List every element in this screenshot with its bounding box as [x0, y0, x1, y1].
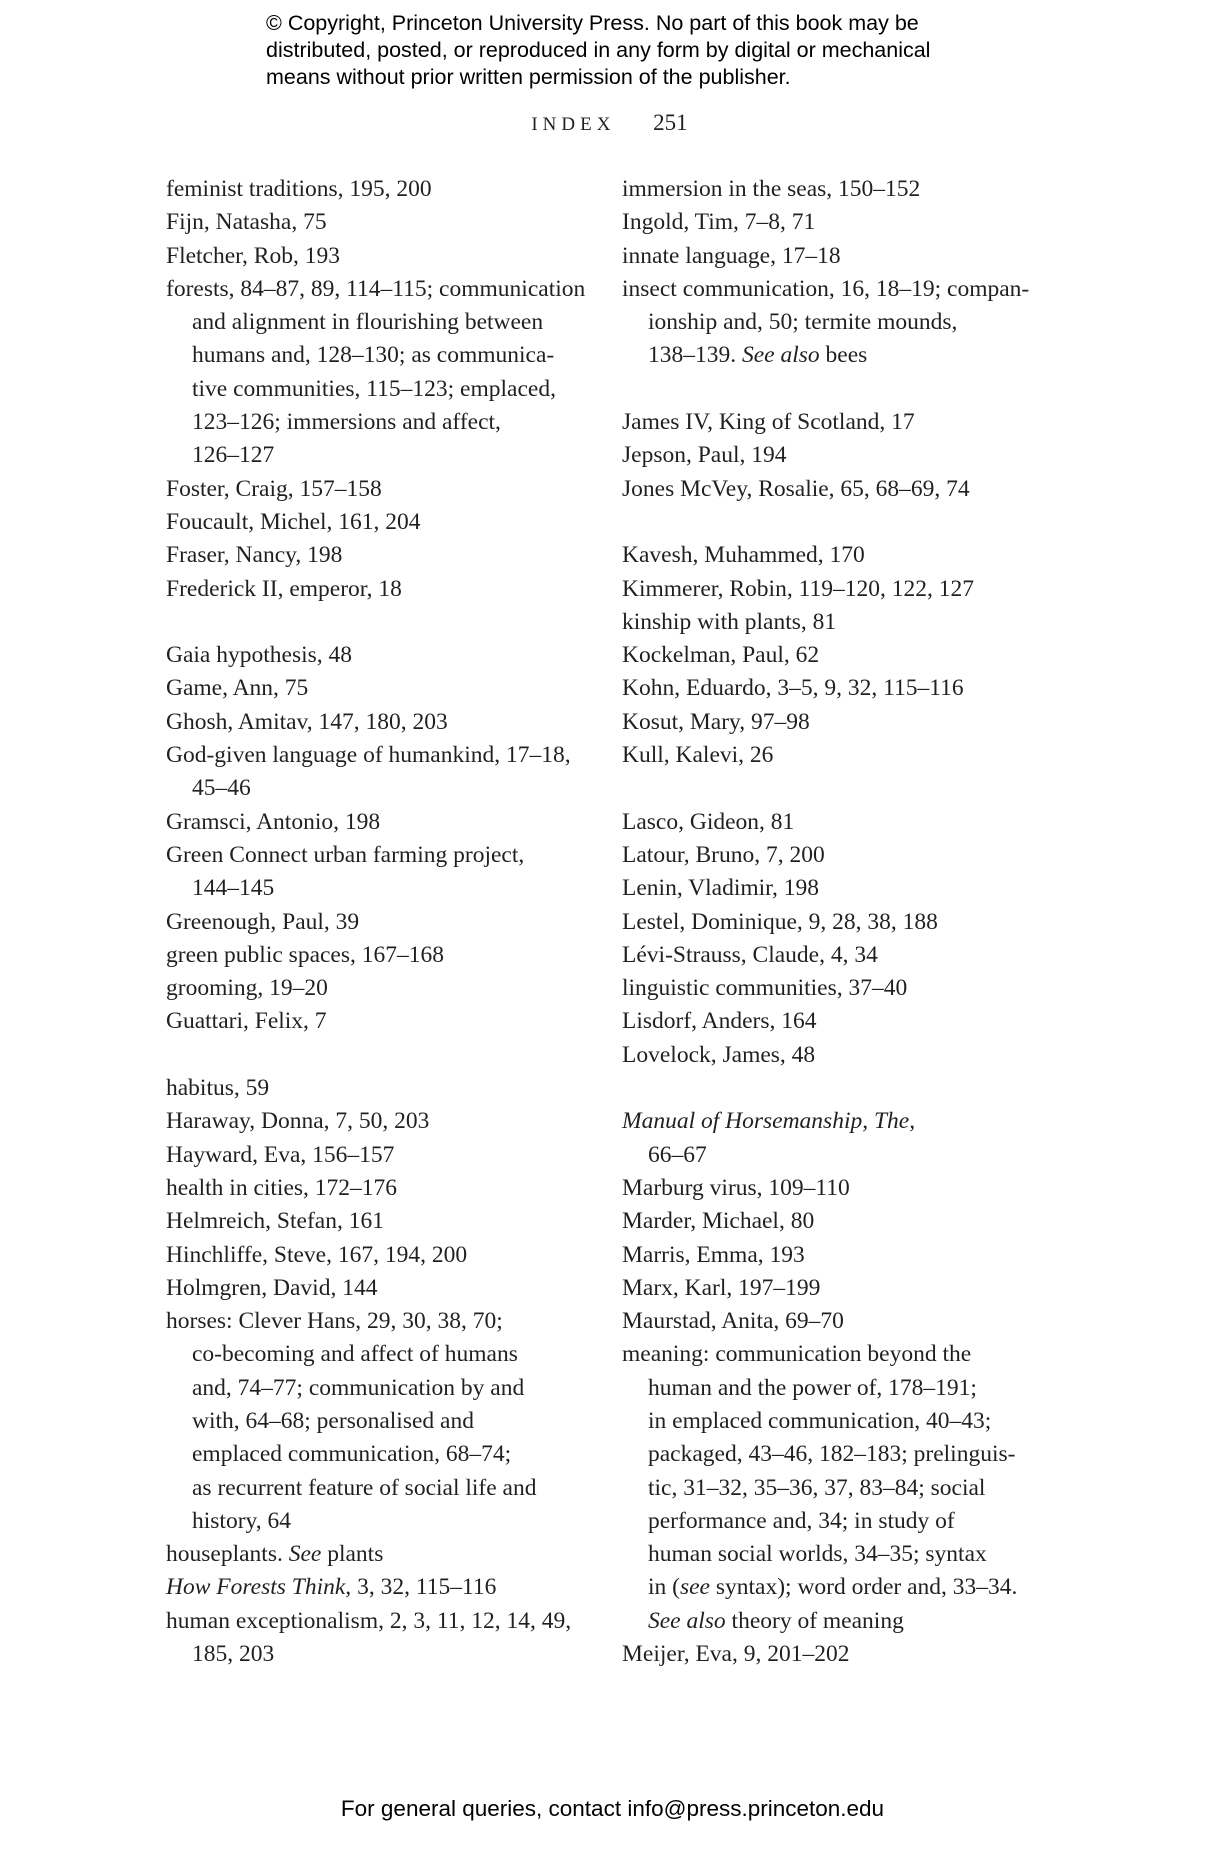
index-entry	[622, 273, 1042, 373]
index-entry	[166, 1205, 586, 1238]
index-entry	[622, 1205, 1042, 1238]
index-entry	[622, 406, 1042, 439]
index-entry	[622, 839, 1042, 872]
index-entry-line: Lévi-Strauss, Claude, 4, 34	[622, 941, 878, 968]
index-entry-line: ionship and, 50; termite mounds,	[648, 309, 958, 336]
index-column-right	[622, 173, 1042, 1671]
index-entry	[166, 1571, 586, 1604]
index-entry-line: Hayward, Eva, 156–157	[166, 1141, 395, 1168]
index-entry-line: Kull, Kalevi, 26	[622, 742, 774, 769]
index-entry-line: Haraway, Donna, 7, 50, 203	[166, 1108, 430, 1135]
index-entry-line: Marx, Karl, 197–199	[622, 1274, 821, 1301]
index-entry	[622, 706, 1042, 739]
index-entry	[166, 806, 586, 839]
index-entry-line: Lestel, Dominique, 9, 28, 38, 188	[622, 908, 938, 935]
index-entry	[166, 1005, 586, 1038]
footer-contact: For general queries, contact info@press.princeton.edu	[340, 1796, 885, 1821]
page-number: 251	[653, 110, 688, 135]
index-entry-line: Marburg virus, 109–110	[622, 1174, 850, 1201]
index-entry-line: Kavesh, Muhammed, 170	[622, 542, 865, 569]
index-entry-line: history, 64	[192, 1507, 292, 1534]
index-entry-line: Jones McVey, Rosalie, 65, 68–69, 74	[622, 475, 970, 502]
index-entry-line: Kimmerer, Robin, 119–120, 122, 127	[622, 575, 974, 602]
index-entry-line: Meijer, Eva, 9, 201–202	[622, 1641, 850, 1668]
index-entry-line: Helmreich, Stefan, 161	[166, 1208, 384, 1235]
index-entry-line: Hinchliffe, Steve, 167, 194, 200	[166, 1241, 468, 1268]
index-entry	[166, 206, 586, 239]
index-entry-line: Green Connect urban farming project,	[166, 841, 525, 868]
index-entry-line: Jepson, Paul, 194	[622, 442, 787, 469]
index-entry-line: 126–127	[192, 442, 275, 469]
index-entry-line: Latour, Bruno, 7, 200	[622, 841, 825, 868]
index-entry-line: grooming, 19–20	[166, 975, 328, 1002]
index-entry-line: with, 64–68; personalised and	[192, 1407, 474, 1434]
index-entry	[622, 439, 1042, 472]
index-entry-line: Fijn, Natasha, 75	[166, 209, 327, 236]
index-entry	[166, 539, 586, 572]
copyright-line: means without prior written permission of the publisher.	[266, 65, 791, 89]
index-entry-line: and alignment in flourishing between	[192, 309, 544, 336]
index-entry	[622, 606, 1042, 639]
index-entry-line: Fraser, Nancy, 198	[166, 542, 343, 569]
index-entry-line: Gramsci, Antonio, 198	[166, 808, 381, 835]
index-entry	[166, 506, 586, 539]
index-entry	[166, 473, 586, 506]
index-entry-line: Lasco, Gideon, 81	[622, 808, 795, 835]
index-entry-line: meaning: communication beyond the	[622, 1341, 972, 1368]
index-entry-line: Marder, Michael, 80	[622, 1208, 815, 1235]
index-entry-line: innate language, 17–18	[622, 242, 841, 269]
index-entry-line: 45–46	[192, 775, 251, 802]
index-entry	[166, 1139, 586, 1172]
index-entry	[622, 639, 1042, 672]
index-entry-line: linguistic communities, 37–40	[622, 975, 908, 1002]
index-entry-line: Game, Ann, 75	[166, 675, 309, 702]
index-entry-line: green public spaces, 167–168	[166, 941, 445, 968]
index-entry-line: Foster, Craig, 157–158	[166, 475, 382, 502]
index-entry-line: human exceptionalism, 2, 3, 11, 12, 14, 49,	[166, 1607, 572, 1634]
index-entry-line: habitus, 59	[166, 1075, 270, 1102]
index-entry	[166, 739, 586, 806]
index-entry-line: 185, 203	[192, 1641, 275, 1668]
index-entry-line: in (see syntax); word order and, 33–34.	[648, 1574, 1018, 1601]
index-entry-line: humans and, 128–130; as communica-	[192, 342, 555, 369]
index-entry	[622, 1239, 1042, 1272]
index-entry-line: Lisdorf, Anders, 164	[622, 1008, 817, 1035]
index-entry	[622, 939, 1042, 972]
index-entry	[622, 1039, 1042, 1072]
index-entry-line: tic, 31–32, 35–36, 37, 83–84; social	[648, 1474, 986, 1501]
copyright-notice	[266, 10, 1006, 91]
running-head-label: INDEX	[531, 114, 616, 135]
index-entry-line: God-given language of humankind, 17–18,	[166, 742, 571, 769]
index-entry-line: 123–126; immersions and affect,	[192, 409, 501, 436]
index-entry-line: kinship with plants, 81	[622, 608, 837, 635]
index-entry-line: James IV, King of Scotland, 17	[622, 409, 915, 436]
index-entry-line: co-becoming and affect of humans	[192, 1341, 518, 1368]
index-entry-line: insect communication, 16, 18–19; compan-	[622, 275, 1030, 302]
index-entry	[166, 1272, 586, 1305]
index-entry	[622, 672, 1042, 705]
index-entry-line: Gaia hypothesis, 48	[166, 642, 353, 669]
index-entry-line: human social worlds, 34–35; syntax	[648, 1541, 987, 1568]
index-entry-line: performance and, 34; in study of	[648, 1507, 955, 1534]
index-entry-line: Kohn, Eduardo, 3–5, 9, 32, 115–116	[622, 675, 964, 702]
index-entry	[622, 1172, 1042, 1205]
running-head	[0, 110, 1225, 136]
index-entry-line: Marris, Emma, 193	[622, 1241, 805, 1268]
copyright-line: distributed, posted, or reproduced in any form by digital or mechanical	[266, 38, 931, 62]
index-entry-line: Foucault, Michel, 161, 204	[166, 508, 421, 535]
index-entry	[166, 1605, 586, 1672]
index-entry-line: Frederick II, emperor, 18	[166, 575, 402, 602]
index-column-left	[166, 173, 586, 1671]
index-entry-line: Manual of Horsemanship, The,	[622, 1108, 916, 1135]
index-entry	[166, 839, 586, 906]
index-entry	[622, 1338, 1042, 1638]
index-entry-line: 66–67	[648, 1141, 707, 1168]
index-entry	[166, 706, 586, 739]
index-entry-line: Lenin, Vladimir, 198	[622, 875, 820, 902]
index-entry-line: human and the power of, 178–191;	[648, 1374, 977, 1401]
index-entry-line: tive communities, 115–123; emplaced,	[192, 375, 556, 402]
index-entry	[622, 1272, 1042, 1305]
index-entry-line: 144–145	[192, 875, 275, 902]
index-entry	[166, 273, 586, 473]
index-entry-line: Lovelock, James, 48	[622, 1041, 816, 1068]
index-entry	[622, 872, 1042, 905]
index-entry	[622, 906, 1042, 939]
index-entry-line: forests, 84–87, 89, 114–115; communication	[166, 275, 586, 302]
index-entry-line: emplaced communication, 68–74;	[192, 1441, 512, 1468]
index-entry-line: Greenough, Paul, 39	[166, 908, 360, 935]
index-entry	[166, 639, 586, 672]
index-entry	[622, 573, 1042, 606]
index-entry-line: Holmgren, David, 144	[166, 1274, 378, 1301]
index-entry	[166, 173, 586, 206]
index-entry	[166, 1305, 586, 1538]
index-entry	[622, 1005, 1042, 1038]
index-entry-line: feminist traditions, 195, 200	[166, 176, 432, 202]
index-entry-line: packaged, 43–46, 182–183; prelinguis-	[648, 1441, 1016, 1468]
index-entry-line: Guattari, Felix, 7	[166, 1008, 327, 1035]
index-entry	[166, 240, 586, 273]
index-entry	[166, 972, 586, 1005]
index-entry	[622, 539, 1042, 572]
index-entry-line: in emplaced communication, 40–43;	[648, 1407, 992, 1434]
index-entry	[622, 739, 1042, 772]
index-entry	[166, 573, 586, 606]
index-entry	[166, 1172, 586, 1205]
index-entry-line: Ghosh, Amitav, 147, 180, 203	[166, 708, 448, 735]
index-entry	[622, 972, 1042, 1005]
index-entry-line: Maurstad, Anita, 69–70	[622, 1308, 844, 1335]
index-entry	[622, 1105, 1042, 1172]
index-entry-line: Ingold, Tim, 7–8, 71	[622, 209, 816, 236]
index-entry-line: Kockelman, Paul, 62	[622, 642, 820, 669]
copyright-line: © Copyright, Princeton University Press. No part of this book may be	[266, 11, 919, 35]
index-entry-line: immersion in the seas, 150–152	[622, 176, 921, 202]
index-entry	[622, 806, 1042, 839]
index-entry	[166, 1239, 586, 1272]
index-entry	[622, 206, 1042, 239]
index-entry-line: and, 74–77; communication by and	[192, 1374, 525, 1401]
index-entry-line: Fletcher, Rob, 193	[166, 242, 340, 269]
index-entry	[166, 906, 586, 939]
index-entry	[166, 1105, 586, 1138]
index-entry	[166, 672, 586, 705]
index-entry	[622, 173, 1042, 206]
index-entry	[622, 473, 1042, 506]
index-entry	[622, 240, 1042, 273]
index-entry-line: See also theory of meaning	[648, 1607, 904, 1634]
index-entry-line: Kosut, Mary, 97–98	[622, 708, 810, 735]
index-entry-line: 138–139. See also bees	[648, 342, 868, 369]
index-entry	[166, 1072, 586, 1105]
index-entry-line: How Forests Think, 3, 32, 115–116	[166, 1574, 497, 1601]
index-entry	[622, 1638, 1042, 1671]
index-entry-line: health in cities, 172–176	[166, 1174, 398, 1201]
index-entry	[166, 939, 586, 972]
index-entry-line: houseplants. See plants	[166, 1541, 384, 1568]
index-entry-line: as recurrent feature of social life and	[192, 1474, 537, 1501]
index-entry-line: horses: Clever Hans, 29, 30, 38, 70;	[166, 1308, 503, 1335]
index-entry	[166, 1538, 586, 1571]
index-entry	[622, 1305, 1042, 1338]
